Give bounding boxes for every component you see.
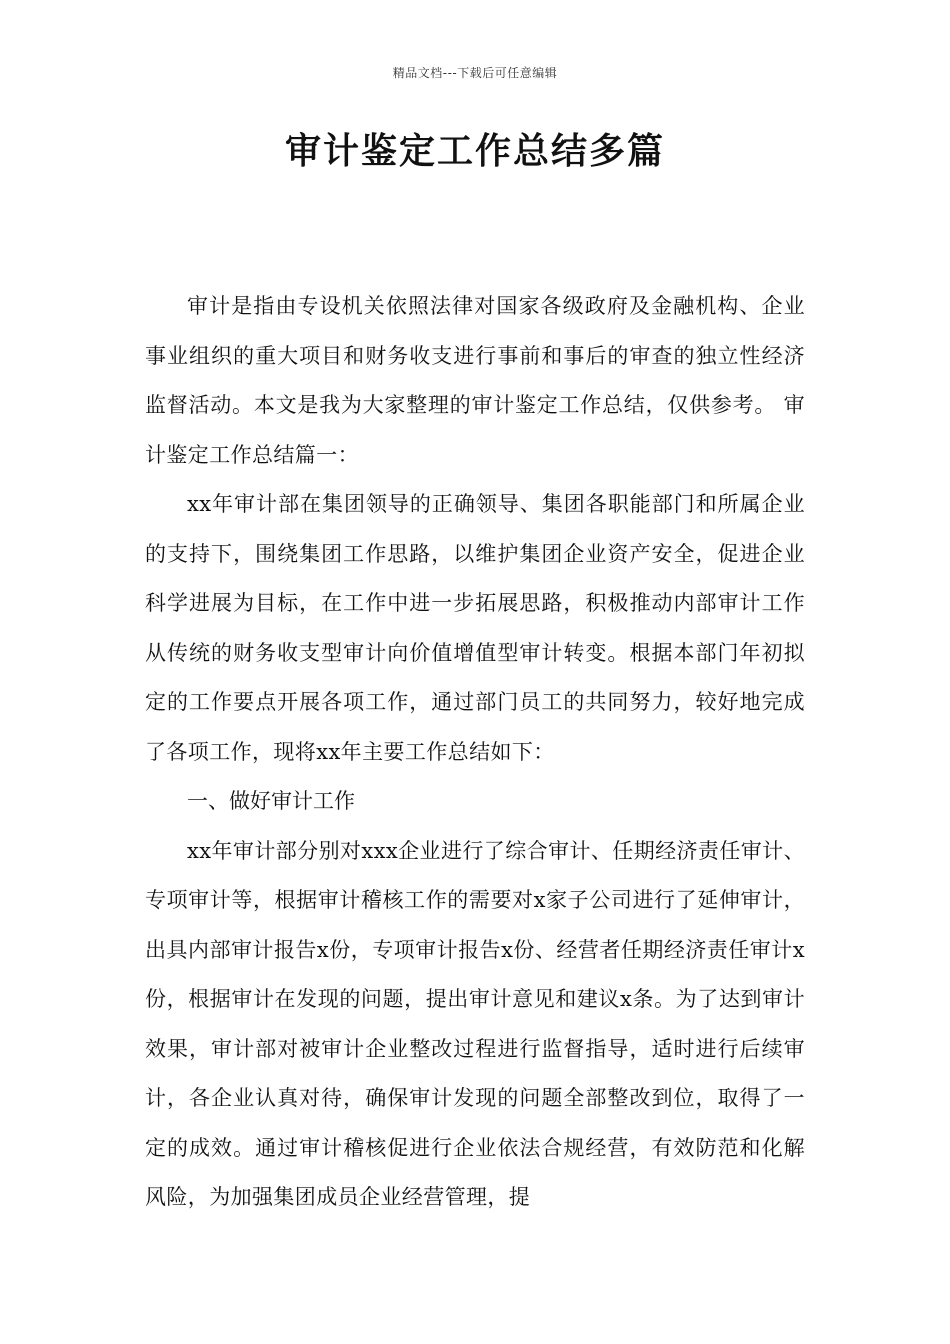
document-title: 审计鉴定工作总结多篇 [284, 131, 665, 172]
header-note: 精品文档---下载后可任意编辑 [392, 66, 558, 80]
summary-paragraph: xx年审计部在集团领导的正确领导、集团各职能部门和所属企业的支持下，围绕集团工作思路，以维护集团企业资产安全，促进企业科学进展为目标，在工作中进一步拓展思路，积极推动内部审计工作从传统的财务收支型审计向价值增值型审计转变。根据本部门年初拟定的工作要点开展各项工作，通过部门员工的共同努力，较好地完成了各项工作，现将xx年主要工作总结如下： [145, 492, 805, 764]
intro-paragraph: 审计是指由专设机关依照法律对国家各级政府及金融机构、企业事业组织的重大项目和财务收支进行事前和事后的审查的独立性经济监督活动。本文是我为大家整理的审计鉴定工作总结，仅供参考。 审计鉴定工作总结篇一： [145, 294, 805, 467]
section-heading: 一、做好审计工作 [187, 789, 355, 813]
audit-work-paragraph: xx年审计部分别对xxx企业进行了综合审计、任期经济责任审计、专项审计等，根据审计稽核工作的需要对x家子公司进行了延伸审计，出具内部审计报告x份，专项审计报告x份、经营者任期经济责任审计x份，根据审计在发现的问题，提出审计意见和建议x条。为了达到审计效果，审计部对被审计企业整改过程进行监督指导，适时进行后续审计，各企业认真对待，确保审计发现的问题全部整改到位，取得了一定的成效。通过审计稽核促进行企业依法合规经营，有效防范和化解风险，为加强集团成员企业经营管理，提 [145, 838, 805, 1209]
document-body [145, 282, 805, 1223]
